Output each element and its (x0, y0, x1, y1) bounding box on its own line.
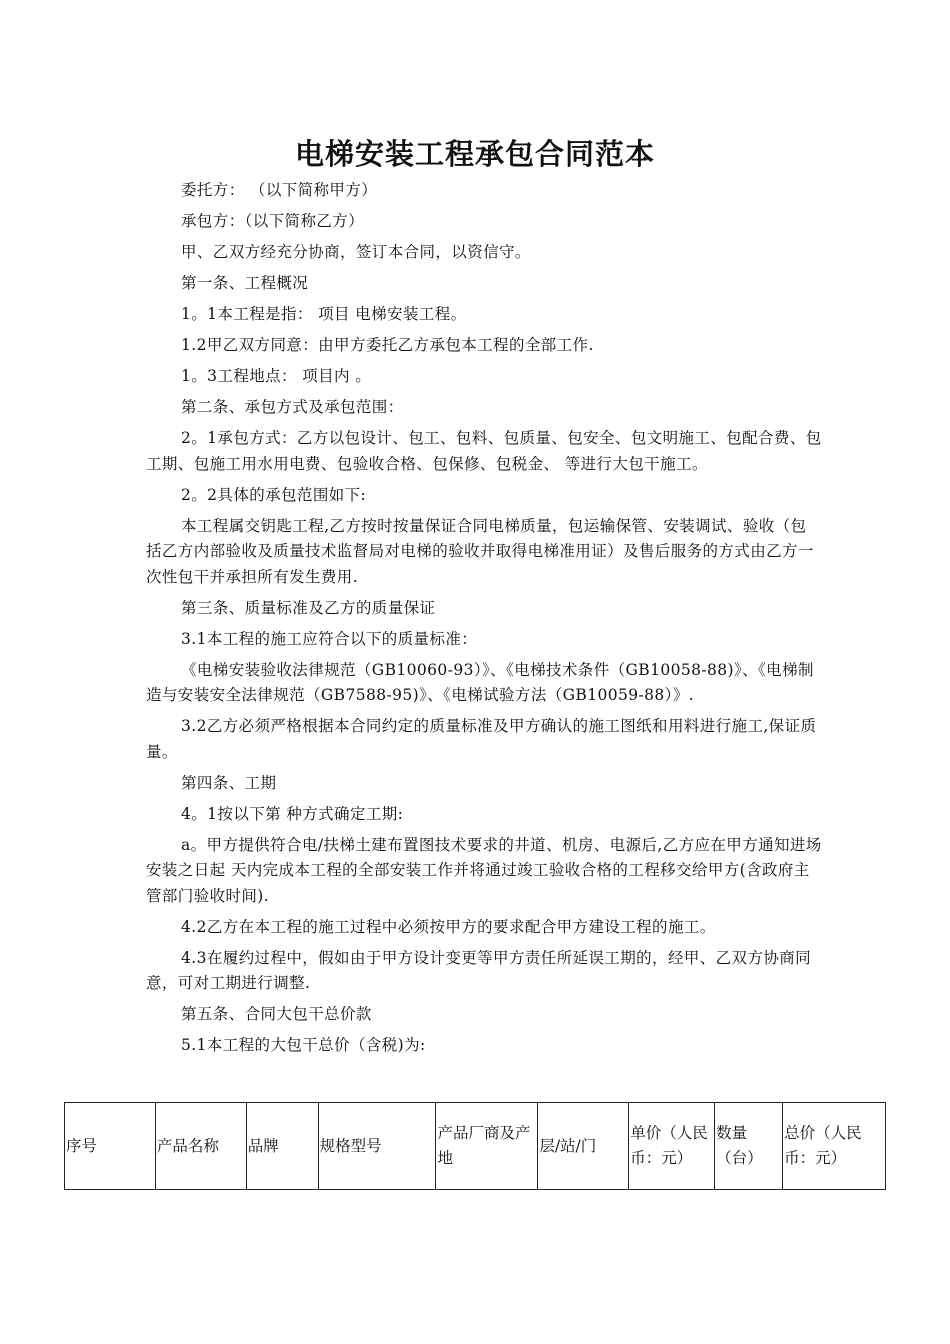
header-serial: 序号 (65, 1103, 156, 1190)
party-b-line: 承包方：（以下简称乙方） (181, 212, 365, 230)
article-2-heading: 第二条、承包方式及承包范围： (181, 398, 404, 416)
clause-2-1: 2。1承包方式：乙方以包设计、包工、包料、包质量、包安全、包文明施工、包配合费、包工期、包施工用水用电费、包验收合格、包保修、包税金、 等进行大包干施工。 (146, 429, 822, 473)
article-1-heading: 第一条、工程概况 (181, 274, 309, 292)
header-unit-price: 单价（人民币：元） (629, 1103, 715, 1190)
article-5-heading: 第五条、合同大包干总价款 (181, 1005, 372, 1023)
clause-1-3: 1。3工程地点： 项目内 。 (181, 367, 372, 385)
header-total-price: 总价（人民币：元） (783, 1103, 886, 1190)
clause-5-1: 5.1本工程的大包干总价（含税)为: (181, 1036, 426, 1054)
standards-list: 《电梯安装验收法律规范（GB10060-93）》、《电梯技术条件（GB10058-88)》、《电梯制造与安装安全法律规范（GB7588-95)》、《电梯试验方法（GB10059-88）》. (146, 660, 814, 704)
header-brand: 品牌 (246, 1103, 318, 1190)
party-a-line: 委托方： （以下简称甲方） (181, 181, 378, 199)
article-4-heading: 第四条、工期 (181, 773, 277, 792)
scope-paragraph: 本工程属交钥匙工程,乙方按时按量保证合同电梯质量，包运输保管、安装调试、验收（包括乙方内部验收及质量技术监督局对电梯的验收并取得电梯准用证）及售后服务的方式由乙方一次性包干并承担所有发生费用. (146, 516, 814, 586)
clause-3-1: 3.1本工程的施工应符合以下的质量标准： (181, 629, 478, 648)
header-floors: 层/站/门 (538, 1103, 629, 1190)
header-quantity: 数量（台） (715, 1103, 783, 1190)
header-model: 规格型号 (318, 1103, 436, 1190)
clause-4-1: 4。1按以下第 种方式确定工期: (181, 804, 404, 823)
contract-body (146, 178, 822, 1064)
clause-2-2: 2。2具体的承包范围如下: (181, 485, 367, 504)
clause-4-3: 4.3在履约过程中，假如由于甲方设计变更等甲方责任所延误工期的，经甲、乙双方协商同意，可对工期进行调整. (146, 948, 812, 992)
document-title: 电梯安装工程承包合同范本 (294, 137, 655, 171)
preamble: 甲、乙双方经充分协商，签订本合同，以资信守。 (181, 243, 531, 261)
price-table (64, 1102, 886, 1190)
article-3-heading: 第三条、质量标准及乙方的质量保证 (181, 598, 436, 617)
table-header-row (65, 1103, 886, 1190)
clause-3-2: 3.2乙方必须严格根据本合同约定的质量标准及甲方确认的施工图纸和用料进行施工,保证质量。 (146, 717, 817, 761)
header-manufacturer: 产品厂商及产地 (436, 1103, 538, 1190)
clause-4-1-a: a。甲方提供符合电/扶梯土建布置图技术要求的井道、机房、电源后,乙方应在甲方通知进场安装之日起 天内完成本工程的全部安装工作并将通过竣工验收合格的工程移交给甲方(含政府主管部门验收时间). (146, 835, 822, 905)
clause-1-1: 1。1本工程是指： 项目 电梯安装工程。 (181, 305, 467, 323)
clause-4-2: 4.2乙方在本工程的施工过程中必须按甲方的要求配合甲方建设工程的施工。 (181, 917, 716, 936)
clause-1-2: 1.2甲乙双方同意：由甲方委托乙方承包本工程的全部工作. (181, 336, 594, 354)
header-product-name: 产品名称 (155, 1103, 246, 1190)
